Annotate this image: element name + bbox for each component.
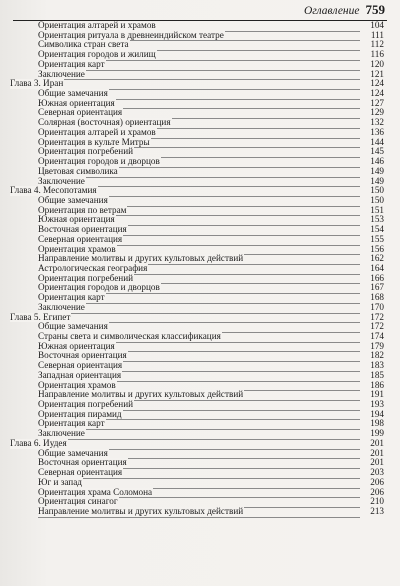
toc-entry-title: Направление молитвы и других культовых действий (38, 505, 244, 516)
toc-entry-page: 120 (362, 60, 384, 70)
toc-entry-title: Ориентация храма Соломона (38, 486, 153, 497)
toc-entry-title: Ориентация погребений (38, 399, 134, 410)
toc-entry-page: 151 (362, 206, 384, 216)
toc-entry-page: 201 (362, 458, 384, 468)
toc-entry-title: Ориентация городов и дворцов (38, 156, 160, 167)
toc-entry-title: Ориентация синагог (38, 496, 118, 507)
toc-entry-title: Ориентация городов и жилищ (38, 49, 156, 60)
toc-entry-page: 127 (362, 99, 384, 109)
toc-entry-page: 203 (362, 468, 384, 478)
toc-entry-page: 201 (362, 439, 384, 449)
toc-entry-title: Восточная ориентация (38, 224, 127, 235)
toc-entry-title: Общие замечания (38, 447, 108, 458)
toc-entry (10, 70, 388, 80)
toc-entry-title: Северная ориентация (38, 233, 123, 244)
toc-entry-title: Ориентация городов и дворцов (38, 282, 160, 293)
toc-entry-title: Символика стран света (38, 39, 129, 50)
toc-entry-page: 156 (362, 245, 384, 255)
toc-entry-page: 124 (362, 89, 384, 99)
toc-entry-page: 132 (362, 118, 384, 128)
toc-entry-page: 162 (362, 254, 384, 264)
toc-entry-title: Ориентация погребений (38, 272, 134, 283)
toc-entry-title: Общие замечания (38, 88, 108, 99)
toc-entry-title: Ориентация алтарей и храмов (38, 20, 156, 30)
toc-entry-page: 116 (362, 50, 384, 60)
table-of-contents (10, 21, 388, 517)
toc-entry-page: 201 (362, 449, 384, 459)
toc-entry-title: Цветовая символика (38, 165, 118, 176)
toc-entry-title: Южная ориентация (38, 340, 115, 351)
toc-entry-title: Солярная (восточная) ориентация (38, 117, 171, 128)
toc-entry-title: Глава 5. Египет (10, 311, 71, 322)
toc-entry-page: 146 (362, 157, 384, 167)
toc-entry-title: Южная ориентация (38, 214, 115, 225)
toc-entry-title: Ориентация пирамид (38, 408, 122, 419)
toc-entry-title: Заключение (38, 68, 85, 79)
toc-entry-page: 150 (362, 196, 384, 206)
toc-entry-page: 104 (362, 21, 384, 31)
toc-entry-title: Общие замечания (38, 194, 108, 205)
toc-entry-page: 170 (362, 303, 384, 313)
toc-entry-title: Направление молитвы и других культовых действий (38, 389, 244, 400)
toc-entry-page: 166 (362, 274, 384, 284)
toc-entry-title: Северная ориентация (38, 107, 123, 118)
toc-entry-page: 149 (362, 177, 384, 187)
toc-entry-title: Направление молитвы и других культовых действий (38, 253, 244, 264)
toc-entry-page: 191 (362, 390, 384, 400)
toc-entry-title: Ориентация карт (38, 58, 105, 69)
toc-entry-page: 193 (362, 400, 384, 410)
toc-entry-title: Заключение (38, 175, 85, 186)
toc-entry-title: Ориентация погребений (38, 146, 134, 157)
toc-entry-page: 136 (362, 128, 384, 138)
toc-entry-title: Северная ориентация (38, 360, 123, 371)
toc-entry-title: Глава 6. Иудея (10, 437, 67, 448)
toc-entry-page: 155 (362, 235, 384, 245)
toc-entry-title: Юг и запад (38, 476, 82, 487)
toc-entry (10, 507, 388, 517)
toc-entry-title: Восточная ориентация (38, 457, 127, 468)
toc-entry-title: Глава 3. Иран (10, 78, 64, 89)
toc-entry-page: 111 (362, 31, 384, 41)
toc-entry-page: 145 (362, 147, 384, 157)
toc-entry-page: 206 (362, 488, 384, 498)
toc-entry-title: Северная ориентация (38, 467, 123, 478)
toc-entry-page: 199 (362, 429, 384, 439)
toc-entry-title: Ориентация алтарей и храмов (38, 126, 156, 137)
toc-entry-page: 172 (362, 313, 384, 323)
toc-entry-page: 168 (362, 293, 384, 303)
toc-entry-title: Западная ориентация (38, 369, 122, 380)
toc-entry-page: 144 (362, 138, 384, 148)
toc-entry-page: 129 (362, 108, 384, 118)
toc-entry-page: 149 (362, 167, 384, 177)
toc-entry-page: 179 (362, 342, 384, 352)
toc-entry-page: 183 (362, 361, 384, 371)
toc-entry-page: 213 (362, 507, 384, 517)
toc-entry-page: 185 (362, 371, 384, 381)
toc-entry-page: 174 (362, 332, 384, 342)
toc-entry-title: Страны света и символическая классификация (38, 331, 221, 341)
toc-entry-page: 150 (362, 186, 384, 196)
toc-entry-page: 186 (362, 381, 384, 391)
toc-entry-page: 198 (362, 419, 384, 429)
toc-entry-page: 167 (362, 283, 384, 293)
toc-entry-title: Ориентация храмов (38, 243, 116, 254)
running-header (304, 3, 385, 18)
toc-entry-title: Глава 4. Месопотамия (10, 185, 97, 196)
toc-entry-title: Ориентация карт (38, 418, 105, 429)
toc-entry-page: 182 (362, 351, 384, 361)
toc-entry-title: Южная ориентация (38, 97, 115, 108)
toc-entry-page: 121 (362, 70, 384, 80)
toc-entry-page: 124 (362, 79, 384, 89)
toc-entry-page: 112 (362, 40, 384, 50)
toc-entry-page: 194 (362, 410, 384, 420)
toc-entry-title: Общие замечания (38, 321, 108, 332)
toc-entry-title: Ориентация ритуала в древнеиндийском театре (38, 29, 224, 40)
toc-entry-page: 210 (362, 497, 384, 507)
toc-entry-title: Астрологическая география (38, 262, 148, 273)
toc-entry-title: Ориентация храмов (38, 379, 116, 390)
toc-entry-title: Ориентация по ветрам (38, 204, 127, 215)
toc-entry-page: 172 (362, 322, 384, 332)
toc-entry-page: 153 (362, 215, 384, 225)
toc-entry-title: Ориентация в культе Митры (38, 136, 150, 147)
toc-entry-title: Заключение (38, 301, 85, 312)
toc-entry-title: Ориентация карт (38, 292, 105, 303)
toc-entry-page: 206 (362, 478, 384, 488)
toc-entry-title: Восточная ориентация (38, 350, 127, 361)
header-section-title: Оглавление (303, 5, 360, 17)
toc-entry-page: 164 (362, 264, 384, 274)
toc-entry-title: Заключение (38, 428, 85, 439)
toc-entry-page: 154 (362, 225, 384, 235)
header-page-number: 759 (365, 2, 385, 17)
